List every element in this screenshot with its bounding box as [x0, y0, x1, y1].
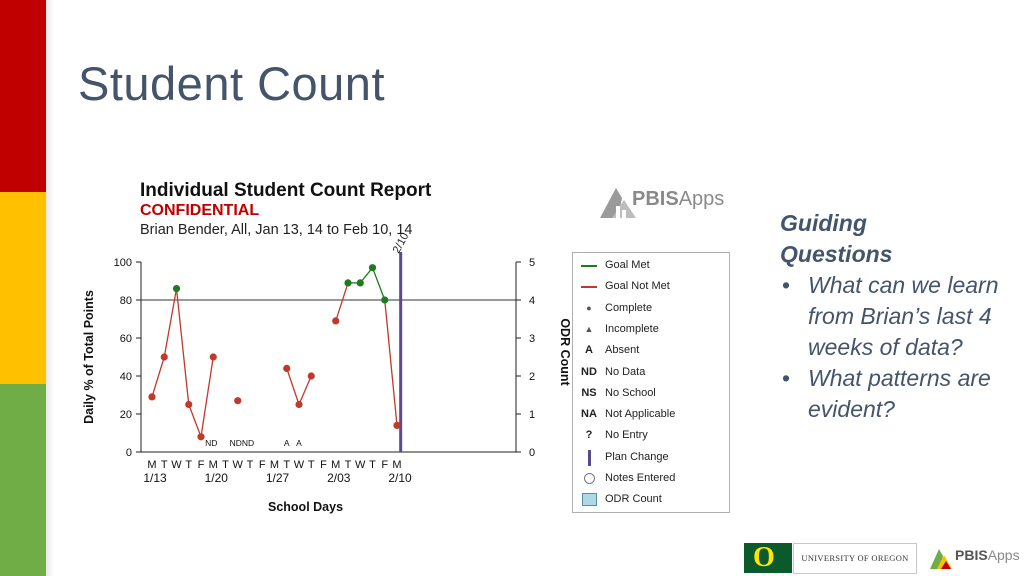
- x-date-label: 1/13: [143, 471, 167, 485]
- legend-item: [573, 256, 729, 276]
- x-date-label: 2/10: [388, 471, 412, 485]
- series-line: [336, 283, 348, 321]
- legend-label: Goal Not Met: [605, 280, 670, 293]
- goal-met-line-icon: [579, 258, 599, 272]
- x-day-label: M: [331, 459, 341, 471]
- y2-tick-label: 1: [529, 409, 536, 421]
- legend-code-icon: A: [585, 344, 593, 357]
- status-mark: ND: [241, 438, 255, 448]
- data-point: [173, 285, 180, 292]
- legend-label: No Entry: [605, 429, 648, 442]
- y-tick-label: 20: [119, 409, 132, 421]
- guide-bullet-list: [780, 270, 1016, 425]
- x-day-label: W: [171, 459, 182, 471]
- data-point: [197, 433, 204, 440]
- notes-circle-icon: [579, 471, 599, 485]
- complete-dot-icon: ●: [586, 302, 592, 313]
- incomplete-triangle-icon: ▲: [584, 323, 594, 334]
- y2-tick-label: 0: [529, 447, 536, 459]
- series-line: [201, 357, 213, 437]
- data-point: [234, 397, 241, 404]
- legend-item: [573, 490, 729, 510]
- x-day-label: T: [222, 459, 229, 471]
- report-subtitle: Brian Bender, All, Jan 13, 14 to Feb 10, 14: [140, 222, 413, 238]
- series-line: [177, 289, 189, 405]
- legend-item: [573, 448, 729, 468]
- data-point: [161, 353, 168, 360]
- y-tick-label: 0: [125, 447, 132, 459]
- legend-label: ODR Count: [605, 493, 662, 506]
- data-point: [283, 365, 290, 372]
- plan-change-bar-icon: [579, 450, 599, 464]
- legend-label: Plan Change: [605, 450, 669, 463]
- series-line: [164, 289, 176, 357]
- legend-item: [573, 341, 729, 361]
- y2-tick-label: 2: [529, 371, 536, 383]
- x-day-label: T: [369, 459, 376, 471]
- legend-label: No Data: [605, 365, 646, 378]
- legend-label: Goal Met: [605, 259, 650, 271]
- y2-tick-label: 5: [529, 257, 536, 269]
- legend-label: Notes Entered: [605, 472, 676, 484]
- y2-tick-label: 4: [529, 295, 536, 307]
- legend-label: Absent: [605, 344, 640, 357]
- y2-axis-label: ODR Count: [558, 318, 572, 386]
- legend-label: No School: [605, 386, 656, 399]
- x-day-label: T: [246, 459, 254, 471]
- legend-label: Not Applicable: [605, 408, 676, 421]
- status-mark: ND: [229, 438, 242, 448]
- x-day-label: T: [283, 459, 291, 471]
- legend-item: [573, 320, 729, 340]
- x-date-label: 1/27: [265, 471, 290, 485]
- y-axis-label: Daily % of Total Points: [82, 290, 96, 424]
- uo-wordmark: UNIVERSITY OF OREGON: [793, 543, 917, 574]
- guide-bullet: • What patterns are evident?: [782, 365, 991, 422]
- data-point: [381, 296, 388, 303]
- data-point: [332, 317, 339, 324]
- data-point: [210, 353, 217, 360]
- series-line: [373, 268, 385, 300]
- x-day-label: W: [355, 459, 366, 471]
- y-tick-label: 100: [113, 257, 132, 269]
- data-point: [357, 279, 364, 286]
- guide-heading-line2: Questions: [780, 241, 893, 267]
- legend-item: [573, 405, 729, 425]
- pbis-footer-icon: [928, 546, 954, 570]
- x-day-label: T: [344, 459, 352, 471]
- legend-item: [573, 426, 729, 446]
- bullet-icon: •: [782, 365, 791, 391]
- legend-item: [573, 277, 729, 297]
- x-day-label: F: [320, 459, 327, 471]
- plan-change-label: 2/10: [390, 230, 412, 256]
- guiding-questions: [780, 208, 1016, 425]
- report-title: Individual Student Count Report: [140, 180, 432, 201]
- guide-heading-line1: Guiding: [780, 210, 867, 236]
- status-mark: A: [283, 438, 290, 448]
- report-confidential: CONFIDENTIAL: [140, 202, 260, 219]
- legend-code-icon: NA: [581, 408, 597, 421]
- x-day-label: M: [269, 459, 280, 471]
- series-line: [287, 368, 299, 404]
- legend-code-icon: ND: [581, 365, 597, 378]
- x-day-label: T: [185, 459, 193, 471]
- data-point: [185, 401, 192, 408]
- y-tick-label: 60: [119, 333, 132, 345]
- x-date-label: 2/03: [327, 471, 351, 485]
- y-tick-label: 80: [119, 295, 132, 307]
- data-point: [369, 264, 376, 271]
- guide-bullet: • What can we learn from Brian’s last 4 weeks of data?: [782, 272, 999, 360]
- data-point: [308, 372, 315, 379]
- chart-legend: [572, 252, 730, 513]
- x-date-label: 1/20: [204, 471, 228, 485]
- y-tick-label: 40: [119, 371, 132, 383]
- status-mark: ND: [205, 438, 218, 448]
- data-point: [148, 393, 155, 400]
- odr-count-box-icon: [579, 492, 599, 506]
- series-line: [385, 300, 397, 425]
- x-day-label: W: [232, 459, 243, 471]
- legend-code-icon: NS: [581, 386, 597, 399]
- series-line: [152, 357, 164, 397]
- legend-code-icon: ?: [585, 429, 593, 442]
- x-day-label: F: [258, 459, 266, 471]
- x-day-label: M: [208, 459, 218, 471]
- pbis-footer-text: PBISApps: [955, 547, 1020, 563]
- legend-item: [573, 363, 729, 383]
- series-line: [189, 405, 201, 437]
- data-point: [295, 401, 302, 408]
- goal-not-met-line-icon: [579, 279, 599, 293]
- x-day-label: W: [293, 459, 305, 471]
- legend-item: [573, 299, 729, 319]
- pbis-logo-text: PBISApps: [632, 188, 725, 210]
- legend-label: Complete: [605, 301, 653, 314]
- x-day-label: F: [381, 459, 389, 471]
- legend-item: [573, 469, 729, 489]
- uo-logo-letter: O: [753, 542, 775, 573]
- y2-tick-label: 3: [529, 333, 536, 345]
- x-day-label: T: [307, 459, 315, 471]
- legend-label: Incomplete: [605, 322, 659, 335]
- data-point: [344, 279, 351, 286]
- x-axis-label: School Days: [268, 500, 344, 514]
- x-day-label: M: [392, 459, 402, 471]
- legend-item: [573, 384, 729, 404]
- x-day-label: F: [197, 459, 205, 471]
- x-day-label: T: [160, 459, 168, 471]
- series-line: [299, 376, 311, 405]
- bullet-icon: •: [782, 272, 791, 298]
- status-mark: A: [296, 438, 302, 448]
- slide-title: Student Count: [78, 57, 385, 110]
- data-point: [393, 422, 400, 429]
- x-day-label: M: [147, 459, 157, 471]
